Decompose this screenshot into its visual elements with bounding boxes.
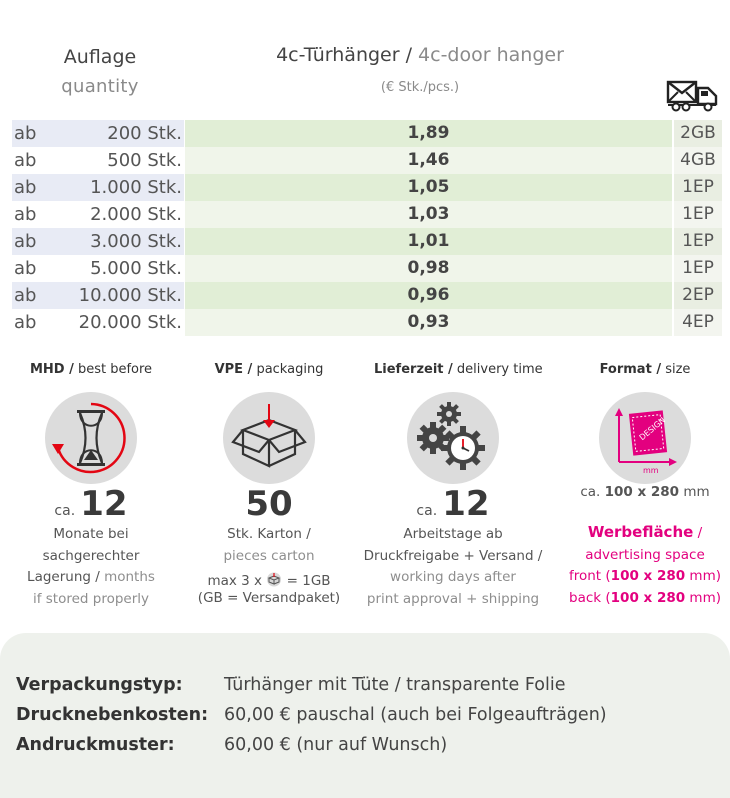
lieferzeit-ca: ca. <box>416 503 438 519</box>
shipping-cell <box>674 282 722 309</box>
prefix-label: ab <box>14 150 37 171</box>
quantity-cell <box>12 120 184 147</box>
price-value: 1,89 <box>407 123 450 143</box>
gears-clock-icon <box>407 392 499 484</box>
price-row <box>12 282 722 309</box>
mhd-number: 12 <box>80 484 128 524</box>
price-cell <box>185 147 672 174</box>
price-row <box>12 309 722 336</box>
shipping-cell <box>674 174 722 201</box>
price-value: 1,01 <box>407 231 450 251</box>
werbeflaeche-text: Werbefläche / advertising space front (100 x 280 mm) back (100 x 280 mm) <box>568 523 721 606</box>
vpe-column <box>190 362 348 606</box>
price-value: 1,46 <box>407 150 450 170</box>
format-column <box>566 362 724 606</box>
quantity-cell <box>12 174 184 201</box>
detail-row-drucknebenkosten: Drucknebenkosten: 60,00 € pauschal (auch bei Folgeaufträgen) <box>16 705 607 725</box>
unit-header: (€ Stk./pcs.) <box>380 80 460 95</box>
shipping-value: 1EP <box>682 204 714 224</box>
prefix-label: ab <box>14 258 37 279</box>
product-header-en: 4c-door hanger <box>412 44 564 66</box>
details-box <box>0 633 730 798</box>
price-value: 0,96 <box>407 285 450 305</box>
svg-text:DESIGN: DESIGN <box>637 415 668 443</box>
format-title: Format / size <box>599 362 691 377</box>
shipping-value: 4EP <box>682 312 714 332</box>
price-cell <box>185 282 672 309</box>
price-cell <box>185 120 672 147</box>
prefix-label: ab <box>14 231 37 252</box>
hourglass-icon <box>45 392 137 484</box>
quantity-cell <box>12 255 184 282</box>
price-table <box>12 120 722 336</box>
mhd-title: MHD / best before <box>29 362 153 377</box>
quantity-header-en: quantity <box>61 76 139 97</box>
price-cell <box>185 228 672 255</box>
quantity-label: 10.000 Stk. <box>78 285 182 306</box>
shipping-cell <box>674 120 722 147</box>
price-row <box>12 120 722 147</box>
shipping-value: 2GB <box>680 123 716 143</box>
product-header <box>250 44 590 66</box>
quantity-label: 2.000 Stk. <box>90 204 182 225</box>
price-cell <box>185 201 672 228</box>
prefix-label: ab <box>14 312 37 333</box>
prefix-label: ab <box>14 177 37 198</box>
package-icon <box>266 572 282 587</box>
shipping-cell <box>674 255 722 282</box>
quantity-header-de: Auflage <box>63 46 137 68</box>
price-cell <box>185 174 672 201</box>
quantity-cell <box>12 282 184 309</box>
lieferzeit-column <box>363 362 543 607</box>
quantity-label: 3.000 Stk. <box>90 231 182 252</box>
detail-row-verpackungstyp: Verpackungstyp: Türhänger mit Tüte / transparente Folie <box>16 675 566 695</box>
format-icon <box>599 392 691 484</box>
detail-row-andruckmuster: Andruckmuster: 60,00 € (nur auf Wunsch) <box>16 735 448 755</box>
price-value: 0,93 <box>407 312 450 332</box>
price-value: 1,05 <box>407 177 450 197</box>
price-row <box>12 255 722 282</box>
quantity-label: 200 Stk. <box>107 123 182 144</box>
quantity-cell <box>12 309 184 336</box>
price-value: 0,98 <box>407 258 450 278</box>
shipping-cell <box>674 201 722 228</box>
quantity-cell <box>12 201 184 228</box>
vpe-title: VPE / packaging <box>214 362 324 377</box>
box-icon <box>223 392 315 484</box>
format-icon-mm: mm <box>643 466 659 475</box>
quantity-label: 500 Stk. <box>107 150 182 171</box>
shipping-value: 1EP <box>682 258 714 278</box>
format-size: ca. 100 x 280 mm <box>580 484 710 500</box>
prefix-label: ab <box>14 285 37 306</box>
shipping-cell <box>674 147 722 174</box>
prefix-label: ab <box>14 123 37 144</box>
mhd-text: Monate bei sachgerechter Lagerung / months if stored properly <box>27 526 155 607</box>
quantity-cell <box>12 147 184 174</box>
shipping-cell <box>674 228 722 255</box>
shipping-value: 4GB <box>680 150 716 170</box>
price-cell <box>185 255 672 282</box>
vpe-value <box>190 484 348 524</box>
price-row <box>12 174 722 201</box>
shipping-value: 2EP <box>682 285 714 305</box>
envelope-truck-icon <box>666 78 720 112</box>
quantity-label: 5.000 Stk. <box>90 258 182 279</box>
mhd-column <box>12 362 170 607</box>
shipping-value: 1EP <box>682 231 714 251</box>
lieferzeit-title: Lieferzeit / delivery time <box>374 362 543 377</box>
quantity-cell <box>12 228 184 255</box>
shipping-cell <box>674 309 722 336</box>
price-row <box>12 201 722 228</box>
price-row <box>12 228 722 255</box>
lieferzeit-number: 12 <box>442 484 490 524</box>
mhd-ca: ca. <box>54 503 76 519</box>
vpe-max: max 3 x = 1GB (GB = Versandpaket) <box>197 573 341 606</box>
mhd-value <box>12 484 170 524</box>
price-cell <box>185 309 672 336</box>
shipping-value: 1EP <box>682 177 714 197</box>
lieferzeit-value <box>374 484 532 524</box>
vpe-text: Stk. Karton / pieces carton <box>223 526 315 564</box>
vpe-number: 50 <box>245 484 293 524</box>
price-value: 1,03 <box>407 204 450 224</box>
quantity-label: 20.000 Stk. <box>78 312 182 333</box>
prefix-label: ab <box>14 204 37 225</box>
price-row <box>12 147 722 174</box>
quantity-label: 1.000 Stk. <box>90 177 182 198</box>
product-header-de: 4c-Türhänger / <box>276 44 412 66</box>
lieferzeit-text: Arbeitstage ab Druckfreigabe + Versand / working days after print approval + shipping <box>363 526 543 607</box>
